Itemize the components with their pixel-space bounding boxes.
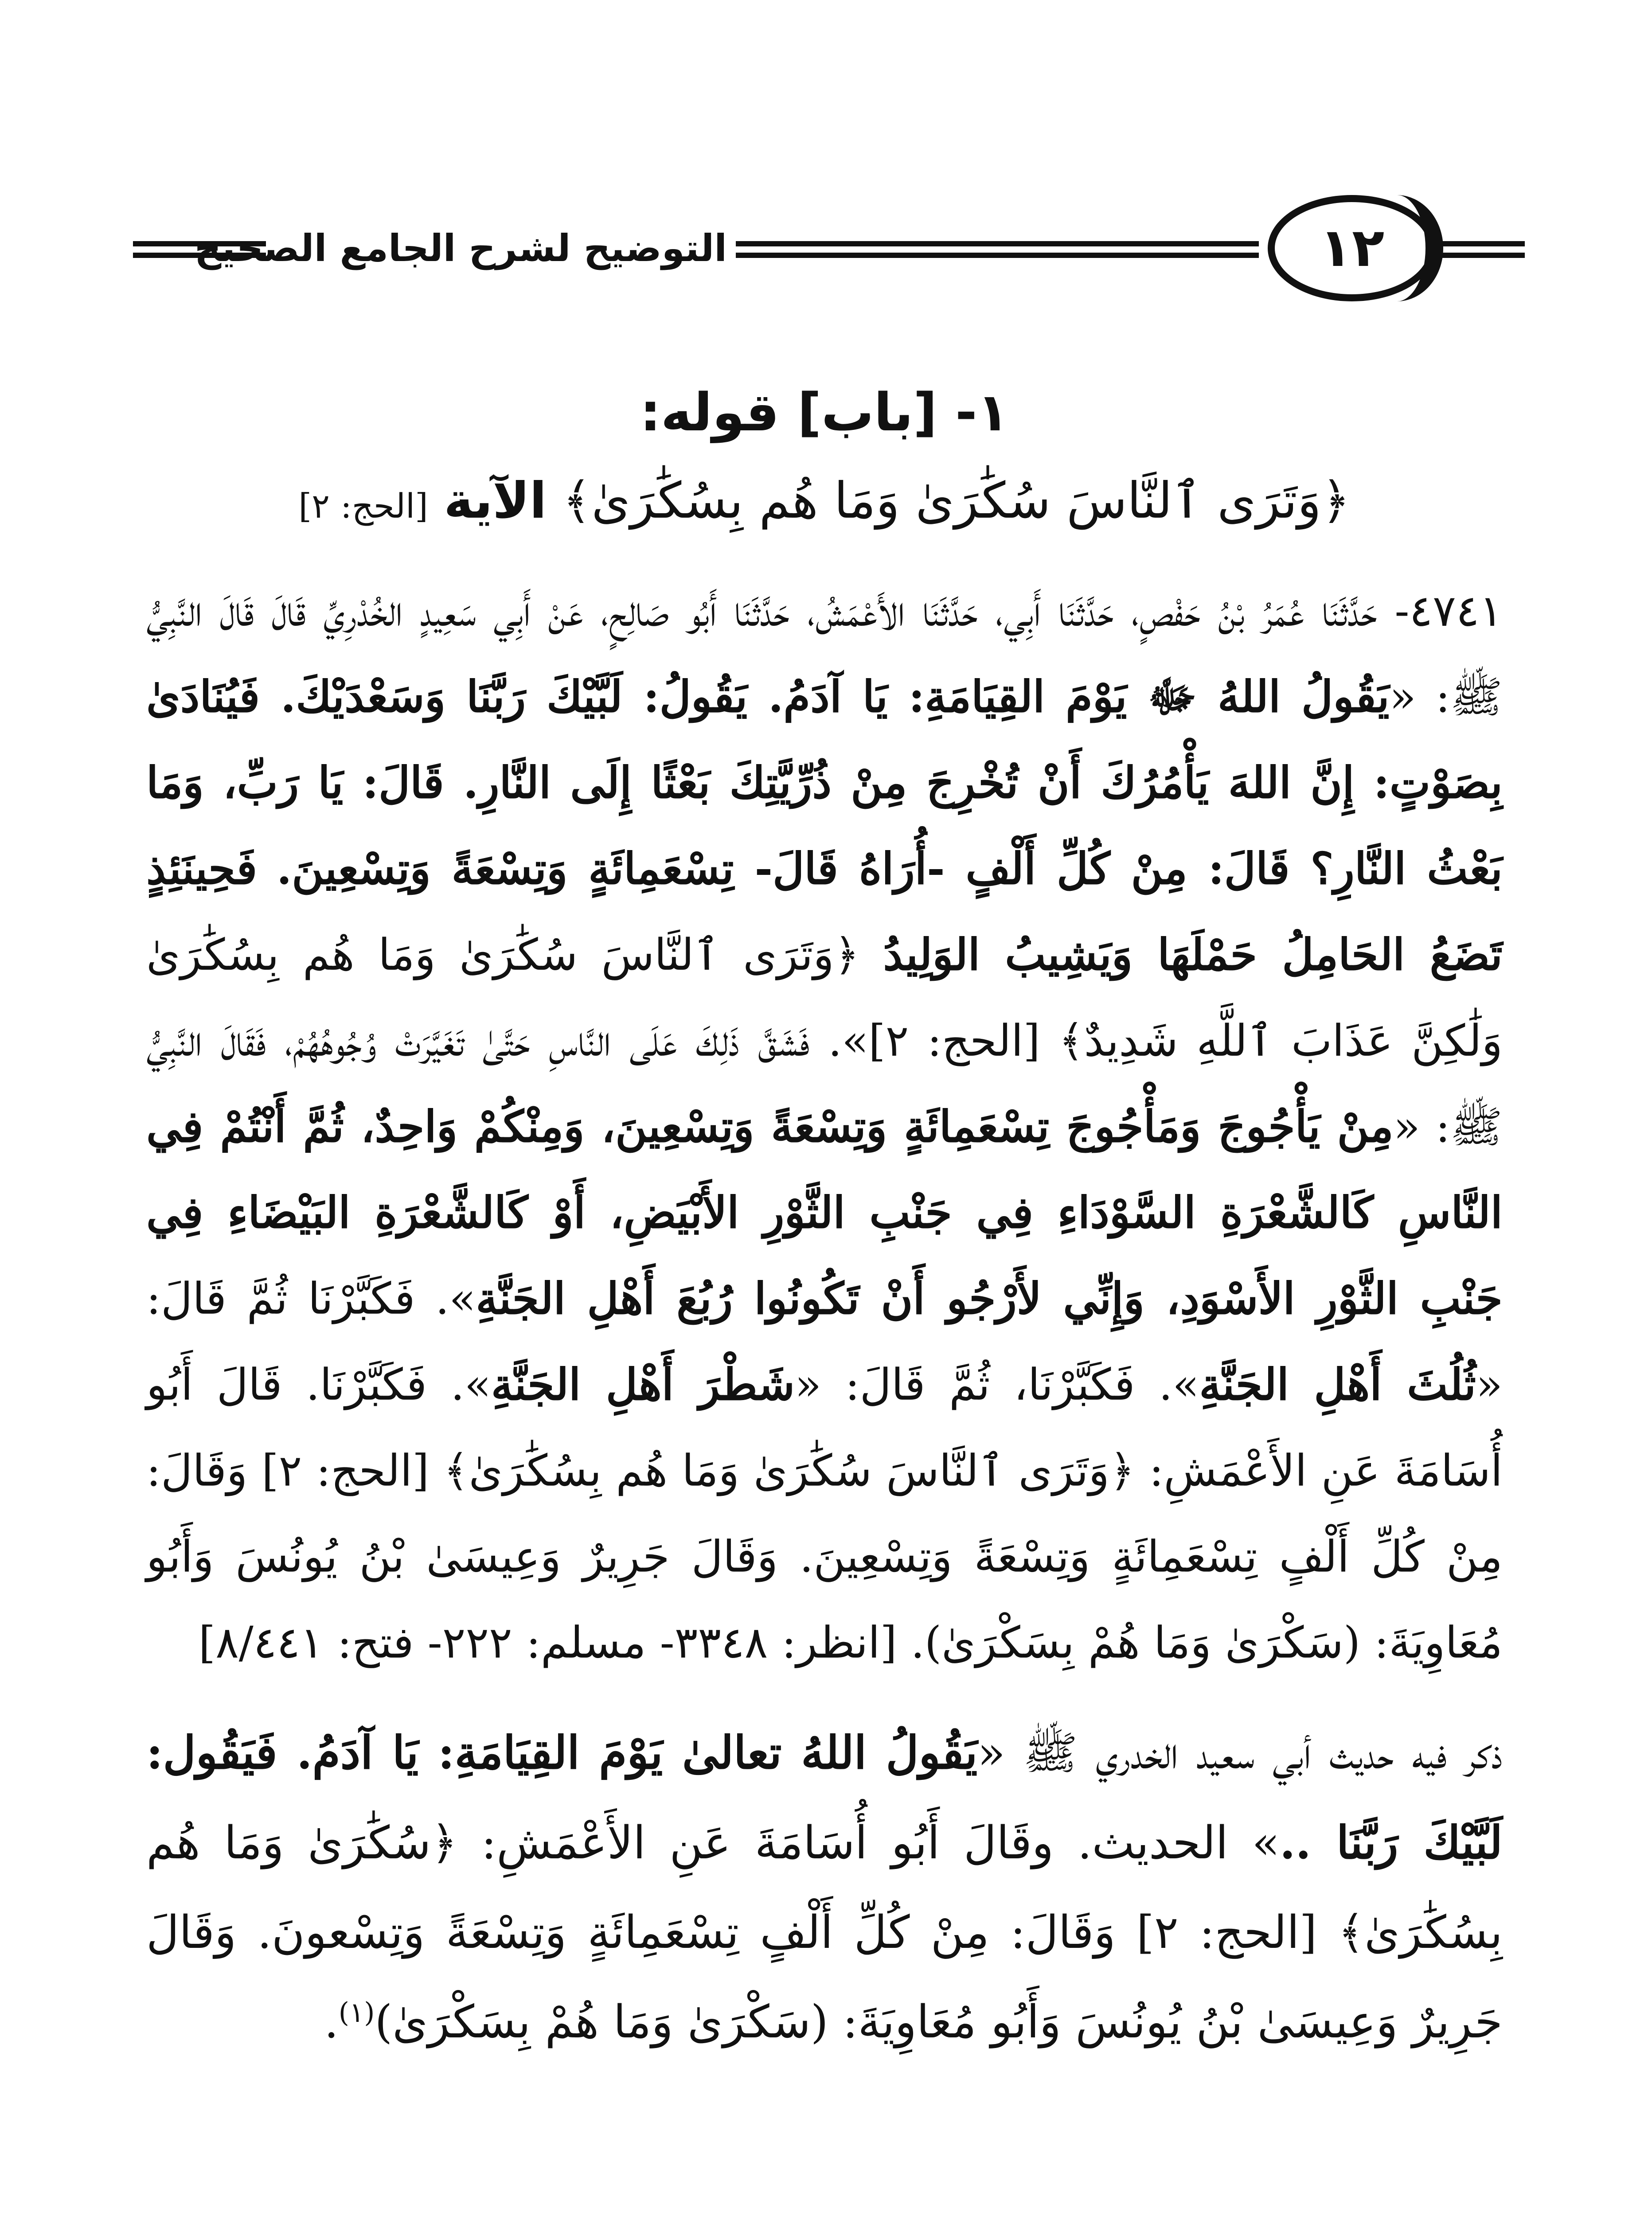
verse-text: ﴿وَتَرَى ٱلنَّاسَ سُكَٰرَىٰ وَمَا هُم بِسُكَٰرَىٰ﴾: [562, 472, 1351, 530]
running-title: التوضيح لشرح الجامع الصحيح: [194, 226, 727, 270]
commentary-end: .: [324, 1996, 339, 2048]
footnote-marker: (١): [338, 1996, 375, 2029]
running-header: [133, 195, 1525, 310]
hadith-connector-2: ». فَكَبَّرْنَا، ثُمَّ قَالَ: «: [795, 1360, 1199, 1410]
hadith-text: [146, 568, 1503, 1686]
hadith-matn-part-4: ثُلُثَ أَهْلِ الجَنَّةِ: [1199, 1359, 1476, 1410]
verse-heading: [146, 456, 1503, 550]
hadith-matn-part-1: يَقُولُ اللهُ ﷻ يَوْمَ القِيَامَةِ: يَا آدَمُ. يَقُولُ: لَبَّيْكَ رَبَّنَا وَسَعْدَيْكَ. فَيُنَادَىٰ بِصَوْتٍ: إِنَّ اللهَ يَأْمُرُكَ أَنْ تُخْرِجَ مِنْ ذُرِّيَّتِكَ بَعْثًا إِلَى النَّارِ. قَالَ: يَا رَبِّ، وَمَا بَعْثُ النَّارِ؟ قَالَ: مِنْ كُلِّ أَلْفٍ -أُرَاهُ قَالَ- تِسْعَمِائَةٍ وَتِسْعَةً وَتِسْعِينَ.: [146, 671, 1503, 894]
hadith-closing: ». فَكَبَّرْنَا. قَالَ أَبُو أُسَامَةَ عَنِ الأَعْمَشِ: ﴿وَتَرَى ٱلنَّاسَ سُكَٰرَىٰ وَمَا هُم بِسُكَٰرَىٰ﴾ [الحج: ٢] وَقَالَ: مِنْ كُلِّ أَلْفٍ تِسْعَمِائَةٍ وَتِسْعَةً وَتِسْعِينَ. وَقَالَ جَرِيرٌ وَعِيسَىٰ بْنُ يُونُسَ وَأَبُو مُعَاوِيَةَ: (سَكْرَىٰ وَمَا هُمْ بِسَكْرَىٰ). [انظر: ٣٣٤٨- مسلم: ٢٢٢- فتح: ٨/٤٤١]: [146, 1360, 1503, 1668]
aya-label: الآية: [444, 472, 547, 530]
hadith-verse-quote: ﴿وَتَرَى ٱلنَّاسَ سُكَٰرَىٰ وَمَا هُم بِسُكَٰرَىٰ وَلَٰكِنَّ عَذَابَ ٱللَّهِ شَدِيدٌ﴾ [الحج: ٢]». فَشَقَّ ذَلِكَ عَلَى النَّاسِ حَتَّىٰ تَغَيَّرَتْ وُجُوهُهُمْ، فَقَالَ النَّبِيُّ ﷺ: «: [146, 930, 1503, 1152]
page-number: ١٢: [1319, 217, 1385, 279]
hadith-isnad: ٤٧٤١- حَدَّثَنَا عُمَرُ بْنُ حَفْصٍ، حَدَّثَنَا أَبِي، حَدَّثَنَا الأَعْمَشُ، حَدَّثَنَا أَبُو صَالِحٍ، عَنْ أَبِي سَعِيدٍ الخُدْرِيِّ قَالَ قَالَ النَّبِيُّ ﷺ: «: [146, 586, 1503, 722]
chapter-heading: ١- [باب] قوله:: [640, 382, 1009, 443]
commentary-paragraph: [146, 1708, 1503, 2067]
commentary-body: » الحديث. وقَالَ أَبُو أُسَامَةَ عَنِ الأَعْمَشِ: ﴿سُكَٰرَىٰ وَمَا هُم بِسُكَٰرَىٰ﴾ [الحج: ٢] وَقَالَ: مِنْ كُلِّ أَلْفٍ تِسْعَمِائَةٍ وَتِسْعَةً وَتِسْعونَ. وَقَالَ جَرِيرٌ وَعِيسَىٰ بْنُ يُونُسَ وَأَبُو مُعَاوِيَةَ: (سَكْرَىٰ وَمَا هُمْ بِسَكْرَىٰ): [146, 1817, 1503, 2048]
verse-reference: [الحج: ٢]: [298, 486, 428, 526]
page-number-oval: [1268, 195, 1436, 301]
header-rule-right: [1441, 241, 1525, 258]
hadith-connector-1: ». فَكَبَّرْنَا ثُمَّ قَالَ: «: [146, 1274, 1503, 1410]
commentary-quote: يَقُولُ اللهُ تعالىٰ يَوْمَ القِيَامَةِ: يَا آدَمُ. فَيَقُول: لَبَّيْكَ رَبَّنَا ..: [146, 1726, 1503, 1869]
commentary-intro: ذكر فيه حديث أبي سعيد الخدري ﷺ «: [977, 1727, 1503, 1779]
hadith-matn-part-3: مِنْ يَأْجُوجَ وَمَأْجُوجَ تِسْعَمِائَةٍ وَتِسْعَةً وَتِسْعِينَ، وَمِنْكُمْ وَاحِدٌ، ثُمَّ أَنْتُمْ فِي النَّاسِ كَالشَّعْرَةِ السَّوْدَاءِ فِي جَنْبِ الثَّوْرِ الأَبْيَضِ، أَوْ كَالشَّعْرَةِ البَيْضَاءِ فِي جَنْبِ الثَّوْرِ الأَسْوَدِ، وَإِنِّي لأَرْجُو أَنْ تَكُونُوا رُبُعَ أَهْلِ الجَنَّةِ: [146, 1101, 1503, 1324]
header-rule-middle: [736, 241, 1259, 258]
hadith-matn-part-2: فَحِينَئِذٍ تَضَعُ الحَامِلُ حَمْلَهَا وَيَشِيبُ الوَلِيدُ: [146, 843, 1503, 980]
hadith-matn-part-5: شَطْرَ أَهْلِ الجَنَّةِ: [491, 1359, 795, 1410]
main-content: [146, 368, 1503, 2067]
